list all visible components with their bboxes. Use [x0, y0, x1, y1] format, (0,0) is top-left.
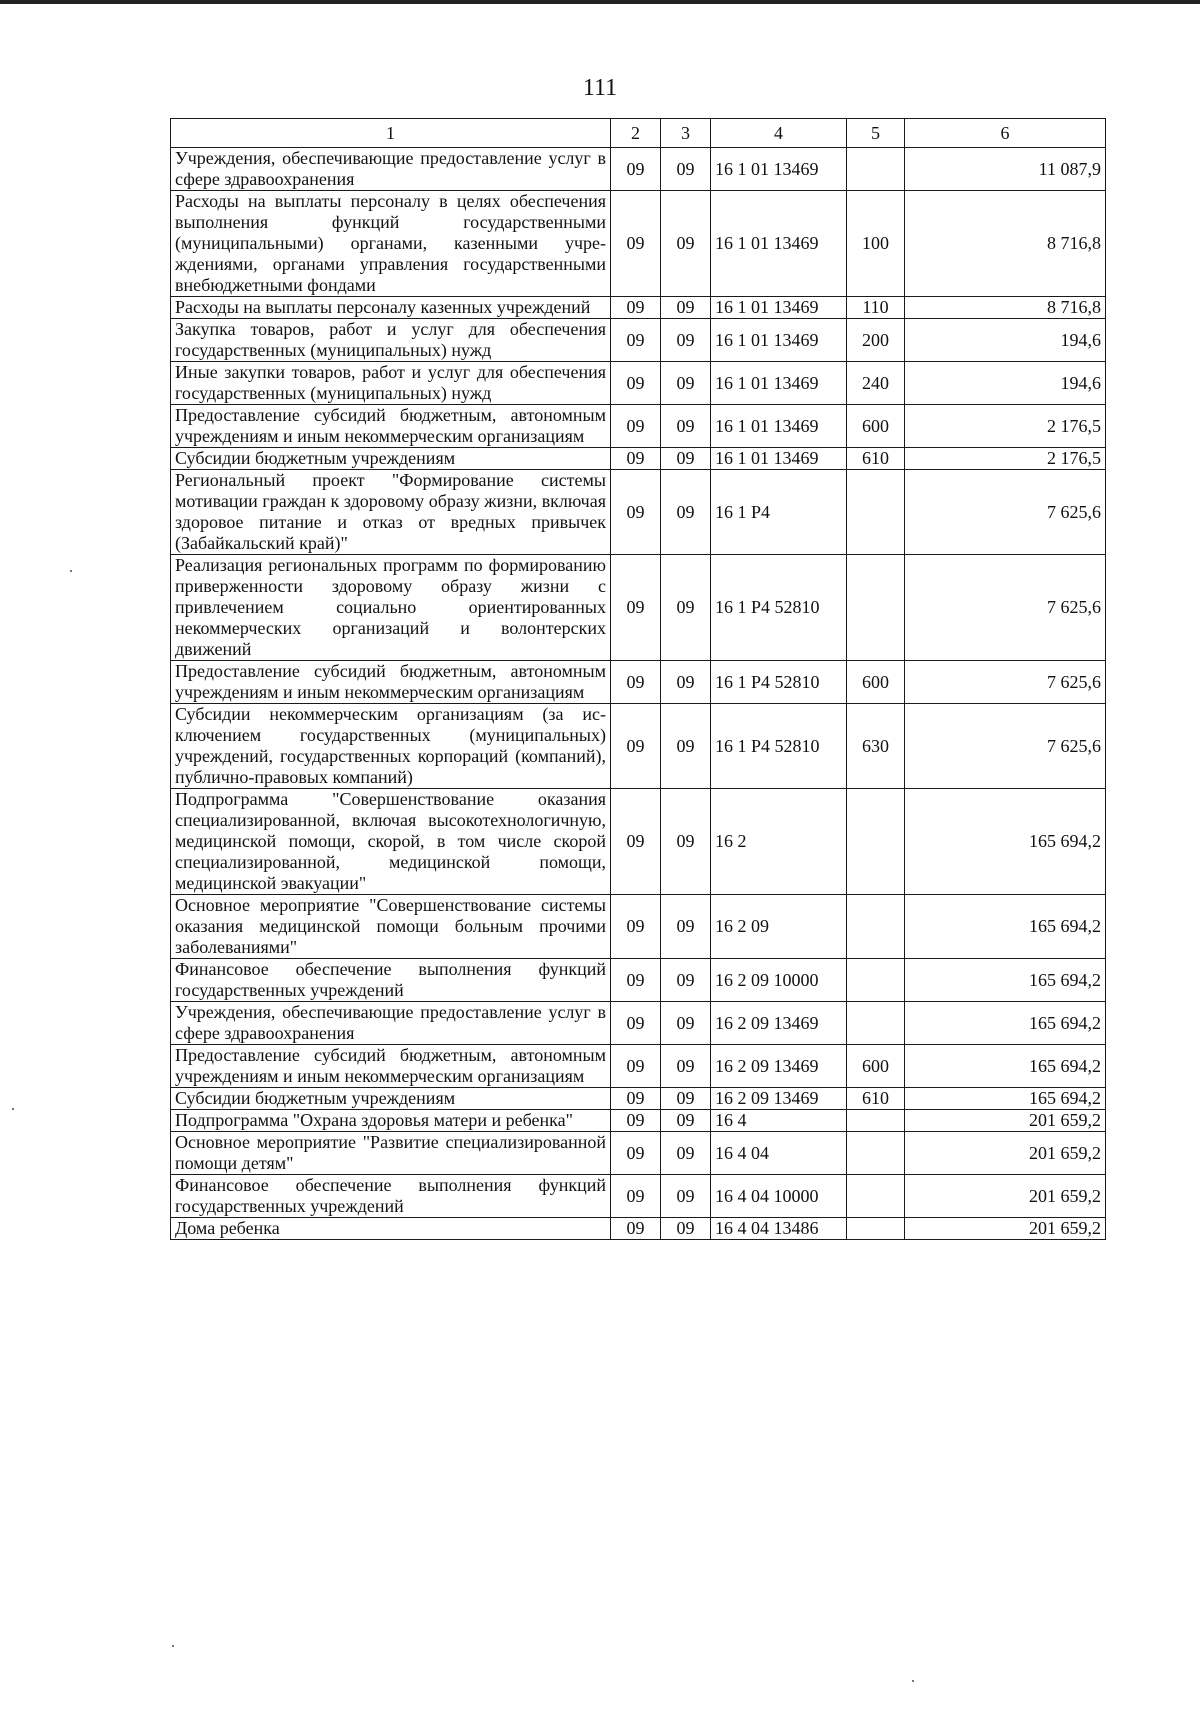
amount-value: 2 176,5: [905, 405, 1106, 448]
scan-speck: [912, 1680, 914, 1682]
subsection-code: 09: [661, 448, 711, 470]
amount-value: 201 659,2: [905, 1175, 1106, 1218]
amount-value: 8 716,8: [905, 297, 1106, 319]
section-code: 09: [611, 148, 661, 191]
column-header-6: 6: [905, 119, 1106, 148]
target-article-code: 16 1 01 13469: [711, 297, 847, 319]
section-code: 09: [611, 362, 661, 405]
subsection-code: 09: [661, 1088, 711, 1110]
expense-type-code: 240: [847, 362, 905, 405]
expense-type-code: 100: [847, 191, 905, 297]
table-row: [171, 448, 1106, 470]
subsection-code: 09: [661, 789, 711, 895]
scan-speck: [172, 1645, 174, 1647]
table-header-row: [171, 119, 1106, 148]
row-description: Предоставление субсидий бюджетным, автономным учреждениям и иным некоммерческим организациям: [171, 661, 611, 704]
amount-value: 165 694,2: [905, 789, 1106, 895]
section-code: 09: [611, 1132, 661, 1175]
subsection-code: 09: [661, 470, 711, 555]
top-page-rule: [0, 0, 1200, 4]
expense-type-code: [847, 1002, 905, 1045]
row-description: Закупка товаров, работ и услуг для обеспечения государственных (муниципальных) нужд: [171, 319, 611, 362]
amount-value: 8 716,8: [905, 191, 1106, 297]
expense-type-code: [847, 148, 905, 191]
table-row: [171, 362, 1106, 405]
subsection-code: 09: [661, 297, 711, 319]
target-article-code: 16 2 09 13469: [711, 1045, 847, 1088]
section-code: 09: [611, 704, 661, 789]
table-row: [171, 297, 1106, 319]
column-header-1: 1: [171, 119, 611, 148]
target-article-code: 16 4: [711, 1110, 847, 1132]
section-code: 09: [611, 297, 661, 319]
expense-type-code: [847, 1132, 905, 1175]
target-article-code: 16 1 01 13469: [711, 191, 847, 297]
row-description: Реализация региональных программ по формированию приверженности здоровому образу жизни с привлечением социально ориентированных некоммерческих организаций и волонтерских движений: [171, 555, 611, 661]
row-description: Основное мероприятие "Развитие специализированной помощи детям": [171, 1132, 611, 1175]
budget-table: [170, 118, 1106, 1240]
row-description: Финансовое обеспечение выполнения функций государственных учреждений: [171, 1175, 611, 1218]
table-row: [171, 1132, 1106, 1175]
subsection-code: 09: [661, 362, 711, 405]
section-code: 09: [611, 191, 661, 297]
amount-value: 201 659,2: [905, 1110, 1106, 1132]
row-description: Субсидии бюджетным учреждениям: [171, 448, 611, 470]
table-row: [171, 661, 1106, 704]
subsection-code: 09: [661, 1045, 711, 1088]
subsection-code: 09: [661, 959, 711, 1002]
target-article-code: 16 1 01 13469: [711, 448, 847, 470]
subsection-code: 09: [661, 1218, 711, 1240]
scan-speck: [70, 570, 72, 572]
target-article-code: 16 1 Р4: [711, 470, 847, 555]
section-code: 09: [611, 1002, 661, 1045]
section-code: 09: [611, 895, 661, 959]
row-description: Предоставление субсидий бюджетным, автономным учреждениям и иным некоммерческим организациям: [171, 1045, 611, 1088]
target-article-code: 16 1 Р4 52810: [711, 555, 847, 661]
subsection-code: 09: [661, 1175, 711, 1218]
section-code: 09: [611, 448, 661, 470]
target-article-code: 16 4 04: [711, 1132, 847, 1175]
amount-value: 165 694,2: [905, 1002, 1106, 1045]
target-article-code: 16 1 01 13469: [711, 148, 847, 191]
table-row: [171, 1088, 1106, 1110]
amount-value: 7 625,6: [905, 555, 1106, 661]
column-header-5: 5: [847, 119, 905, 148]
amount-value: 7 625,6: [905, 470, 1106, 555]
table-row: [171, 148, 1106, 191]
expense-type-code: [847, 555, 905, 661]
row-description: Региональный проект "Формирование системы мотивации граждан к здоровому образу жизни, включая здоровое питание и отказ от вредных привычек (Забайкальский край)": [171, 470, 611, 555]
subsection-code: 09: [661, 555, 711, 661]
target-article-code: 16 2 09 13469: [711, 1088, 847, 1110]
expense-type-code: 600: [847, 1045, 905, 1088]
expense-type-code: [847, 1175, 905, 1218]
table-row: [171, 191, 1106, 297]
row-description: Учреждения, обеспечивающие предоставление услуг в сфере здравоохранения: [171, 148, 611, 191]
table-row: [171, 405, 1106, 448]
target-article-code: 16 1 Р4 52810: [711, 704, 847, 789]
amount-value: 165 694,2: [905, 1045, 1106, 1088]
target-article-code: 16 2: [711, 789, 847, 895]
table-row: [171, 470, 1106, 555]
amount-value: 165 694,2: [905, 895, 1106, 959]
amount-value: 165 694,2: [905, 959, 1106, 1002]
row-description: Иные закупки товаров, работ и услуг для обеспечения государственных (муниципальных) нужд: [171, 362, 611, 405]
amount-value: 165 694,2: [905, 1088, 1106, 1110]
table-row: [171, 704, 1106, 789]
amount-value: 2 176,5: [905, 448, 1106, 470]
table-row: [171, 555, 1106, 661]
subsection-code: 09: [661, 1132, 711, 1175]
expense-type-code: [847, 789, 905, 895]
table-row: [171, 1045, 1106, 1088]
section-code: 09: [611, 1110, 661, 1132]
expense-type-code: 600: [847, 405, 905, 448]
target-article-code: 16 4 04 13486: [711, 1218, 847, 1240]
subsection-code: 09: [661, 661, 711, 704]
table-row: [171, 895, 1106, 959]
section-code: 09: [611, 405, 661, 448]
expense-type-code: 110: [847, 297, 905, 319]
column-header-2: 2: [611, 119, 661, 148]
target-article-code: 16 1 01 13469: [711, 362, 847, 405]
amount-value: 194,6: [905, 319, 1106, 362]
subsection-code: 09: [661, 704, 711, 789]
scan-speck: [12, 1108, 14, 1110]
row-description: Дома ребенка: [171, 1218, 611, 1240]
row-description: Субсидии бюджетным учреждениям: [171, 1088, 611, 1110]
amount-value: 7 625,6: [905, 704, 1106, 789]
row-description: Расходы на выплаты персоналу в целях обеспечения выполнения функций государственными (муниципальными) органами, казенными учреждениями, органами управления государственными внебюджетными фондами: [171, 191, 611, 297]
section-code: 09: [611, 789, 661, 895]
row-description: Расходы на выплаты персоналу казенных учреждений: [171, 297, 611, 319]
table-row: [171, 319, 1106, 362]
column-header-3: 3: [661, 119, 711, 148]
table-row: [171, 1175, 1106, 1218]
subsection-code: 09: [661, 1002, 711, 1045]
subsection-code: 09: [661, 1110, 711, 1132]
expense-type-code: [847, 959, 905, 1002]
expense-type-code: [847, 470, 905, 555]
target-article-code: 16 2 09 10000: [711, 959, 847, 1002]
section-code: 09: [611, 319, 661, 362]
section-code: 09: [611, 470, 661, 555]
target-article-code: 16 4 04 10000: [711, 1175, 847, 1218]
row-description: Предоставление субсидий бюджетным, автономным учреждениям и иным некоммерческим организациям: [171, 405, 611, 448]
section-code: 09: [611, 1218, 661, 1240]
amount-value: 194,6: [905, 362, 1106, 405]
table-row: [171, 1002, 1106, 1045]
page-number: 111: [582, 75, 618, 101]
target-article-code: 16 1 01 13469: [711, 319, 847, 362]
expense-type-code: 610: [847, 448, 905, 470]
row-description: Субсидии некоммерческим организациям (за исключением государственных (муниципальных) учреждений, государственных корпораций (компаний), публично-правовых компаний): [171, 704, 611, 789]
row-description: Учреждения, обеспечивающие предоставление услуг в сфере здравоохранения: [171, 1002, 611, 1045]
row-description: Основное мероприятие "Совершенствование системы оказания медицинской помощи больным прочими заболеваниями": [171, 895, 611, 959]
table-row: [171, 959, 1106, 1002]
amount-value: 7 625,6: [905, 661, 1106, 704]
amount-value: 201 659,2: [905, 1132, 1106, 1175]
table-body: [171, 148, 1106, 1240]
subsection-code: 09: [661, 148, 711, 191]
column-header-4: 4: [711, 119, 847, 148]
target-article-code: 16 2 09: [711, 895, 847, 959]
subsection-code: 09: [661, 319, 711, 362]
table-row: [171, 1110, 1106, 1132]
expense-type-code: [847, 895, 905, 959]
expense-type-code: 610: [847, 1088, 905, 1110]
table-row: [171, 1218, 1106, 1240]
expense-type-code: 630: [847, 704, 905, 789]
table-row: [171, 789, 1106, 895]
row-description: Подпрограмма "Совершенствование оказания специализированной, включая высокотехнологичную, медицинской помощи, скорой, в том числе скорой специализированной, медицинской помощи, медицинской эвакуации": [171, 789, 611, 895]
subsection-code: 09: [661, 895, 711, 959]
target-article-code: 16 1 Р4 52810: [711, 661, 847, 704]
section-code: 09: [611, 1045, 661, 1088]
expense-type-code: 200: [847, 319, 905, 362]
expense-type-code: [847, 1218, 905, 1240]
row-description: Подпрограмма "Охрана здоровья матери и ребенка": [171, 1110, 611, 1132]
expense-type-code: [847, 1110, 905, 1132]
section-code: 09: [611, 555, 661, 661]
amount-value: 11 087,9: [905, 148, 1106, 191]
row-description: Финансовое обеспечение выполнения функций государственных учреждений: [171, 959, 611, 1002]
target-article-code: 16 2 09 13469: [711, 1002, 847, 1045]
subsection-code: 09: [661, 405, 711, 448]
target-article-code: 16 1 01 13469: [711, 405, 847, 448]
section-code: 09: [611, 661, 661, 704]
section-code: 09: [611, 959, 661, 1002]
amount-value: 201 659,2: [905, 1218, 1106, 1240]
subsection-code: 09: [661, 191, 711, 297]
expense-type-code: 600: [847, 661, 905, 704]
section-code: 09: [611, 1175, 661, 1218]
section-code: 09: [611, 1088, 661, 1110]
